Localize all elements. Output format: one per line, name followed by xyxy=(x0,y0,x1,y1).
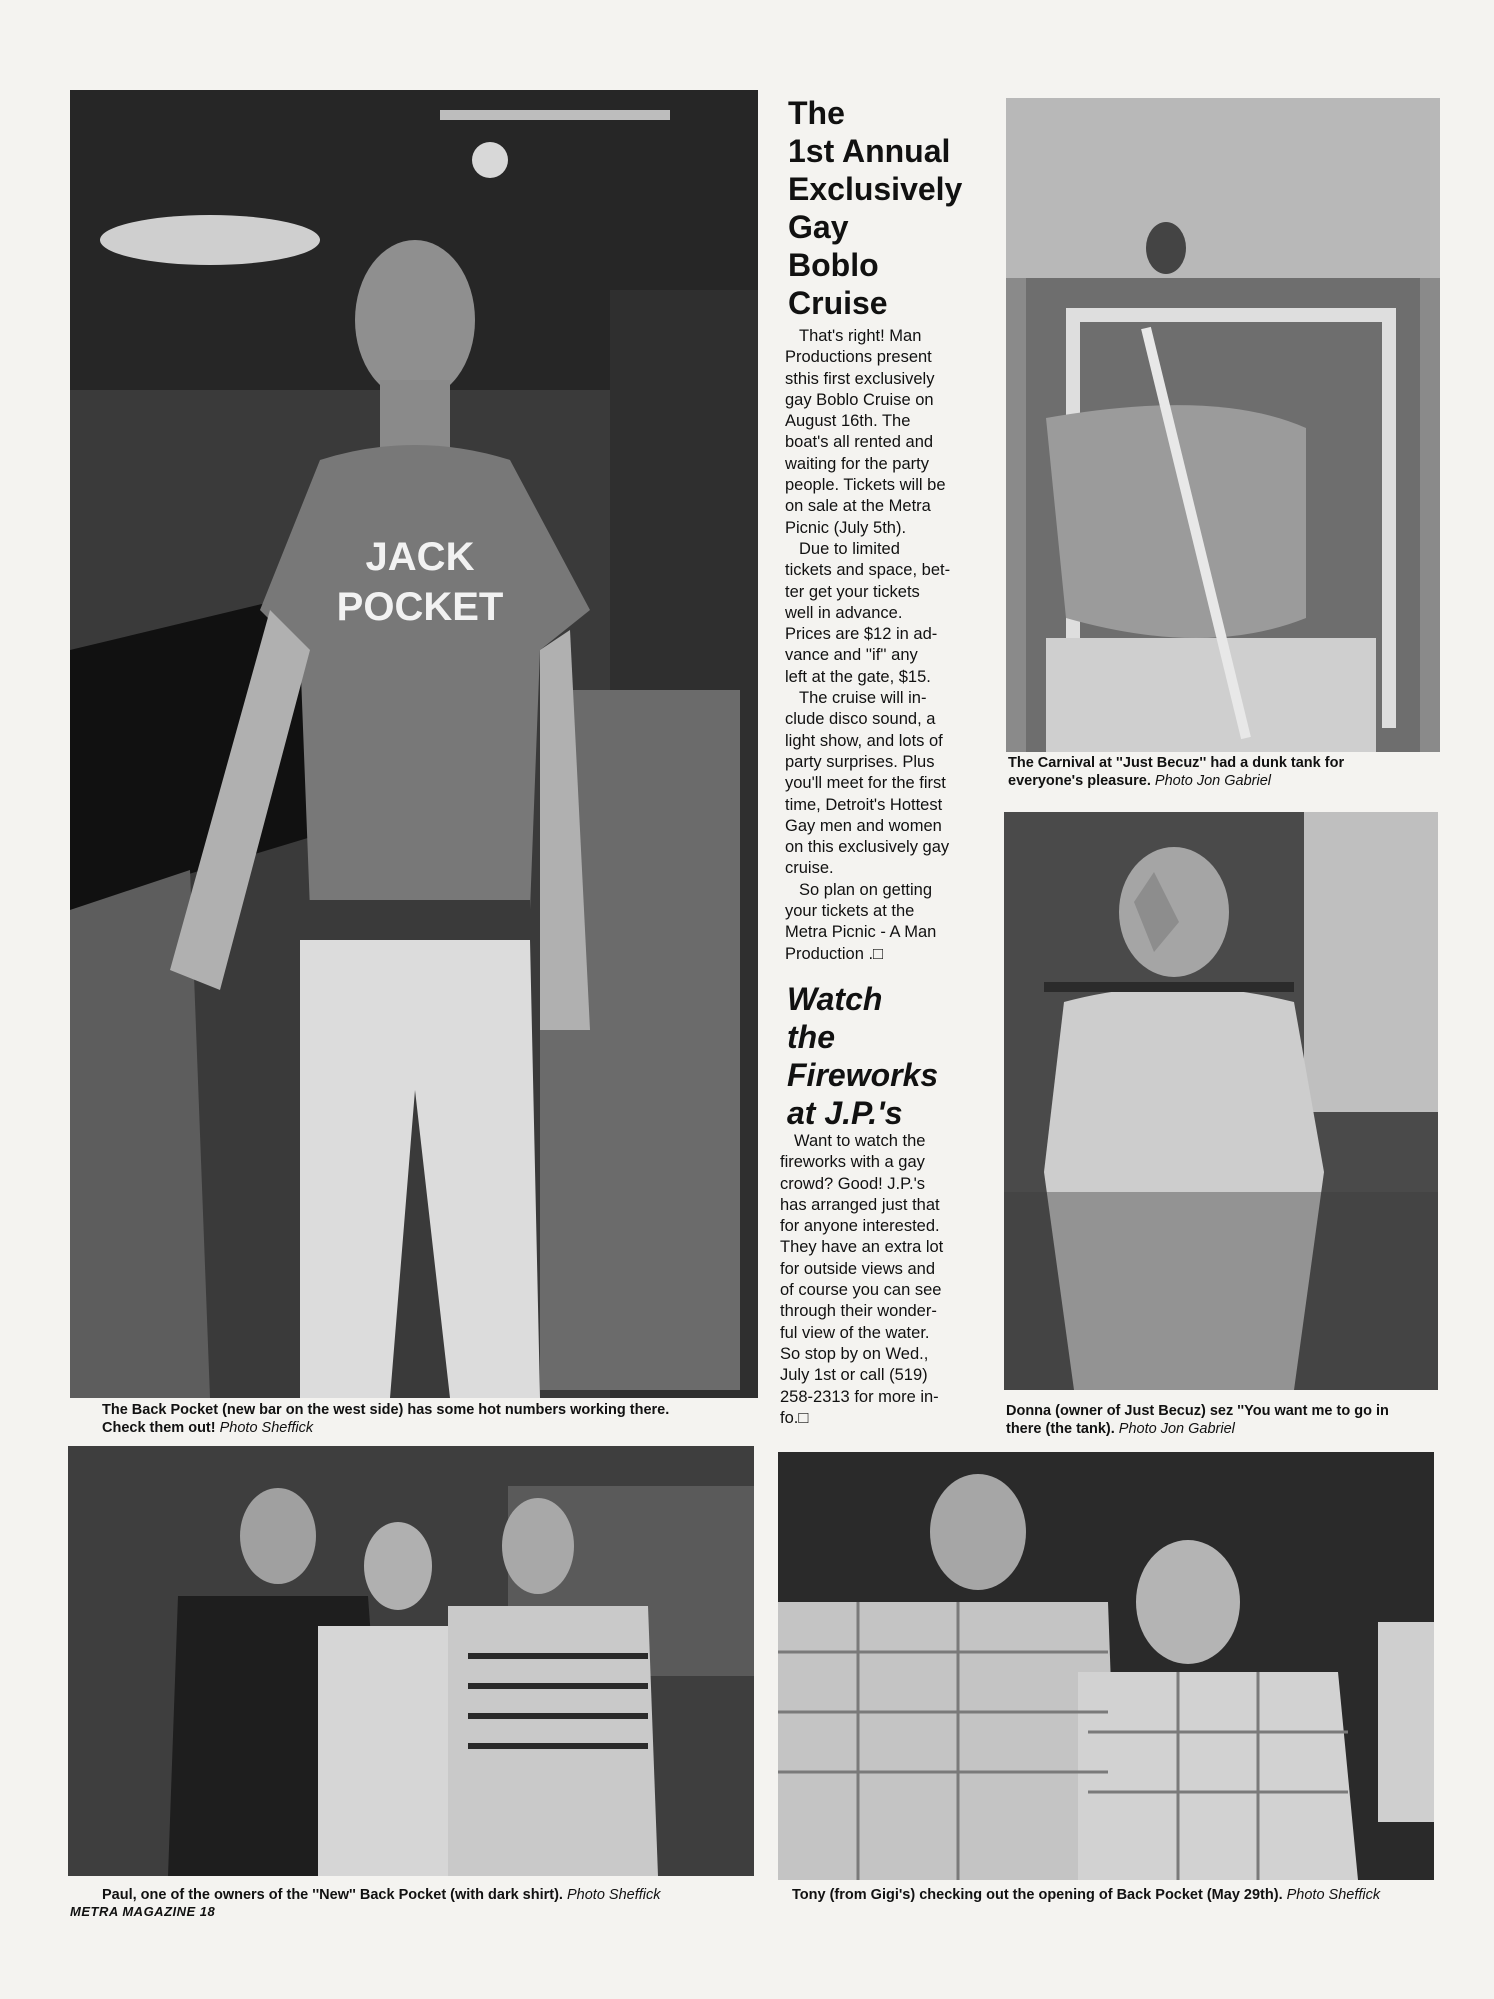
body-line: has arranged just that xyxy=(780,1195,940,1214)
photo-tony-gigis xyxy=(778,1452,1434,1880)
caption-donna-line2: there (the tank). xyxy=(1006,1421,1115,1437)
headline-line: Exclusively xyxy=(788,171,963,207)
body-line: Production .□ xyxy=(785,944,884,963)
credit-back-pocket: Photo Sheffick xyxy=(219,1420,314,1436)
credit-dunk-tank: Photo Jon Gabriel xyxy=(1154,773,1271,789)
photo-back-pocket-bartender xyxy=(70,90,758,1398)
shirt-text-pocket: POCKET xyxy=(336,585,504,629)
caption-back-pocket-line1: The Back Pocket (new bar on the west side) has some hot numbers working there. xyxy=(102,1402,670,1418)
credit-paul: Photo Sheffick xyxy=(567,1887,661,1903)
caption-back-pocket xyxy=(102,1401,762,1437)
body-line: fo.□ xyxy=(780,1408,809,1427)
caption-donna xyxy=(1006,1402,1446,1438)
body-line: Want to watch the xyxy=(794,1132,926,1150)
caption-dunk-tank-line1: The Carnival at ''Just Becuz'' had a dunk tank for xyxy=(1008,755,1345,771)
headline-line: Fireworks xyxy=(787,1057,939,1093)
body-line: on sale at the Metra xyxy=(785,497,931,516)
photo-dunk-tank xyxy=(1006,98,1440,752)
caption-donna-line1: Donna (owner of Just Becuz) sez ''You want me to go in xyxy=(1006,1403,1389,1419)
headline-fireworks xyxy=(787,980,987,1132)
headline-line: the xyxy=(787,1019,835,1055)
headline-line: 1st Annual xyxy=(788,133,951,169)
headline-line: at J.P.'s xyxy=(787,1095,903,1131)
body-line: Prices are $12 in ad- xyxy=(785,625,938,644)
photo-donna xyxy=(1004,812,1438,1390)
caption-paul xyxy=(102,1886,762,1904)
headline-line: Cruise xyxy=(788,285,888,321)
body-line: on this exclusively gay xyxy=(785,838,950,857)
body-line: clude disco sound, a xyxy=(785,710,936,729)
body-line: your tickets at the xyxy=(785,902,915,921)
body-line: tickets and space, bet- xyxy=(785,561,951,580)
headline-line: Boblo xyxy=(788,247,879,283)
body-line: you'll meet for the first xyxy=(785,774,946,793)
body-line: ter get your tickets xyxy=(785,582,920,601)
headline-boblo-cruise xyxy=(788,94,988,322)
body-line: time, Detroit's Hottest xyxy=(785,795,943,814)
body-line: So plan on getting xyxy=(799,880,933,899)
body-line: through their wonder- xyxy=(780,1302,937,1321)
body-line: The cruise will in- xyxy=(799,689,927,708)
body-line: fireworks with a gay xyxy=(780,1153,925,1172)
headline-line: Gay xyxy=(788,209,849,245)
body-line: for outside views and xyxy=(780,1259,936,1278)
article-boblo-body xyxy=(785,326,990,965)
body-line: August 16th. The xyxy=(785,412,911,431)
headline-line: Watch xyxy=(787,981,883,1017)
caption-back-pocket-line2: Check them out! xyxy=(102,1420,216,1436)
caption-tony-text: Tony (from Gigi's) checking out the opening of Back Pocket (May 29th). xyxy=(792,1887,1283,1903)
body-line: ful view of the water. xyxy=(780,1323,930,1342)
body-line: Gay men and women xyxy=(785,816,942,835)
body-line: cruise. xyxy=(785,859,834,878)
photo-dunk-tank-graphic xyxy=(1006,98,1440,752)
body-line: well in advance. xyxy=(785,603,903,622)
page-folio: METRA MAGAZINE 18 xyxy=(70,1904,216,1919)
caption-paul-text: Paul, one of the owners of the ''New'' Back Pocket (with dark shirt). xyxy=(102,1887,563,1903)
body-line: for anyone interested. xyxy=(780,1217,940,1236)
headline-line: The xyxy=(788,95,845,131)
body-line: Metra Picnic - A Man xyxy=(785,923,937,942)
photo-back-pocket-graphic xyxy=(70,90,758,1398)
body-line: waiting for the party xyxy=(785,454,929,473)
body-line: crowd? Good! J.P.'s xyxy=(780,1174,926,1193)
body-line: sthis first exclusively xyxy=(785,369,935,388)
credit-tony: Photo Sheffick xyxy=(1286,1887,1381,1903)
caption-dunk-tank xyxy=(1008,754,1448,790)
shirt-text-jack: JACK xyxy=(365,535,475,579)
body-line: of course you can see xyxy=(780,1281,942,1300)
body-line: 258-2313 for more in- xyxy=(780,1387,939,1406)
caption-tony xyxy=(792,1886,1472,1904)
body-line: party surprises. Plus xyxy=(785,752,935,771)
photo-tony-graphic xyxy=(778,1452,1434,1880)
photo-donna-graphic xyxy=(1004,812,1438,1390)
body-line: So stop by on Wed., xyxy=(780,1344,929,1363)
body-line: Productions present xyxy=(785,348,932,367)
body-line: That's right! Man xyxy=(799,327,922,345)
body-line: left at the gate, $15. xyxy=(785,667,931,686)
body-line: vance and ''if'' any xyxy=(785,646,918,665)
body-line: They have an extra lot xyxy=(780,1238,944,1257)
body-line: July 1st or call (519) xyxy=(780,1366,928,1385)
body-line: light show, and lots of xyxy=(785,731,943,750)
body-line: people. Tickets will be xyxy=(785,476,946,495)
photo-paul-owners xyxy=(68,1446,754,1876)
caption-dunk-tank-line2: everyone's pleasure. xyxy=(1008,773,1151,789)
body-line: boat's all rented and xyxy=(785,433,934,452)
body-line: gay Boblo Cruise on xyxy=(785,390,934,409)
photo-paul-graphic xyxy=(68,1446,754,1876)
body-line: Due to limited xyxy=(799,539,900,558)
credit-donna: Photo Jon Gabriel xyxy=(1118,1421,1235,1437)
article-fireworks-body xyxy=(780,1131,985,1429)
body-line: Picnic (July 5th). xyxy=(785,518,907,537)
